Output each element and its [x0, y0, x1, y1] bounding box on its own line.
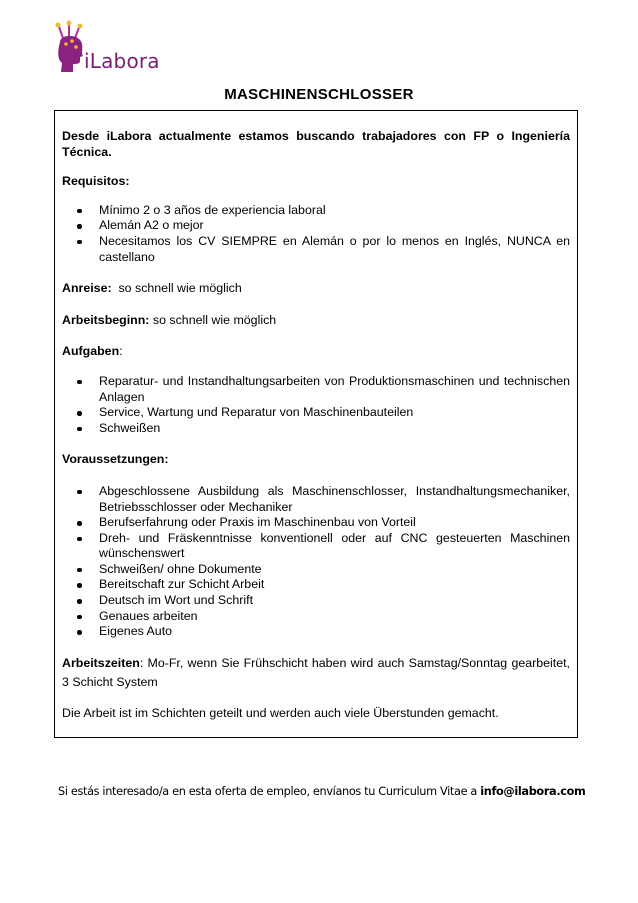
ilabora-logo: [52, 20, 162, 76]
list-item: Dreh- und Fräskenntnisse konventionell oder auf CNC gesteuerten Maschinen wünschenswert: [62, 531, 570, 562]
list-item: Alemán A2 o mejor: [62, 218, 570, 234]
voraussetzungen-heading: Voraussetzungen:: [62, 452, 169, 467]
anreise-label: Anreise:: [62, 281, 112, 296]
intro-text: Desde iLabora actualmente estamos buscando trabajadores con FP o Ingeniería Técnica.: [62, 129, 570, 159]
list-item: Eigenes Auto: [62, 624, 570, 640]
aufgaben-suffix: :: [119, 344, 123, 359]
requisitos-list: [62, 203, 570, 265]
list-item: Abgeschlossene Ausbildung als Maschinenschlosser, Instandhaltungsmechaniker, Betriebsschlosser oder Mechaniker: [62, 484, 570, 515]
arbeitszeiten-value: : Mo-Fr, wenn Sie Frühschicht haben wird auch Samstag/Sonntag gearbeitet, 3 Schicht System: [62, 655, 570, 689]
head-icon: [52, 20, 86, 76]
list-item: Genaues arbeiten: [62, 609, 570, 625]
anreise-row: [62, 281, 570, 297]
aufgaben-list: [62, 374, 570, 436]
anreise-value: so schnell wie möglich: [118, 281, 242, 296]
schicht-note: Die Arbeit ist im Schichten geteilt und werden auch viele Überstunden gemacht.: [62, 705, 499, 720]
list-item: Deutsch im Wort und Schrift: [62, 593, 570, 609]
list-item: Reparatur- und Instandhaltungsarbeiten von Produktionsmaschinen und technischen Anlagen: [62, 374, 570, 405]
list-item: Necesitamos los CV SIEMPRE en Alemán o por lo menos en Inglés, NUNCA en castellano: [62, 234, 570, 265]
list-item: Mínimo 2 o 3 años de experiencia laboral: [62, 203, 570, 219]
list-item: Service, Wartung und Reparatur von Maschinenbauteilen: [62, 405, 570, 421]
voraussetzungen-list: [62, 484, 570, 640]
list-item: Schweißen: [62, 421, 570, 437]
logo-text: iLabora: [84, 49, 160, 73]
arbeitsbeginn-row: [62, 313, 570, 329]
footer-text: Si estás interesado/a en esta oferta de empleo, envíanos tu Curriculum Vitae a: [58, 785, 481, 798]
list-item: Schweißen/ ohne Dokumente: [62, 562, 570, 578]
job-description-box: [54, 110, 578, 738]
arbeitszeiten-row: [62, 654, 570, 692]
arbeitsbeginn-value: so schnell wie möglich: [152, 312, 277, 327]
aufgaben-heading-row: [62, 344, 570, 360]
arbeitsbeginn-label: Arbeitsbeginn:: [62, 312, 150, 327]
contact-email-link[interactable]: info@ilabora.com: [480, 785, 586, 798]
aufgaben-heading: Aufgaben: [62, 344, 120, 359]
requisitos-heading: Requisitos:: [62, 174, 130, 189]
arbeitszeiten-label: Arbeitszeiten: [62, 655, 140, 670]
footer-contact: [58, 785, 585, 798]
list-item: Bereitschaft zur Schicht Arbeit: [62, 577, 570, 593]
page-title: MASCHINENSCHLOSSER: [224, 86, 414, 103]
list-item: Berufserfahrung oder Praxis im Maschinenbau von Vorteil: [62, 515, 570, 531]
